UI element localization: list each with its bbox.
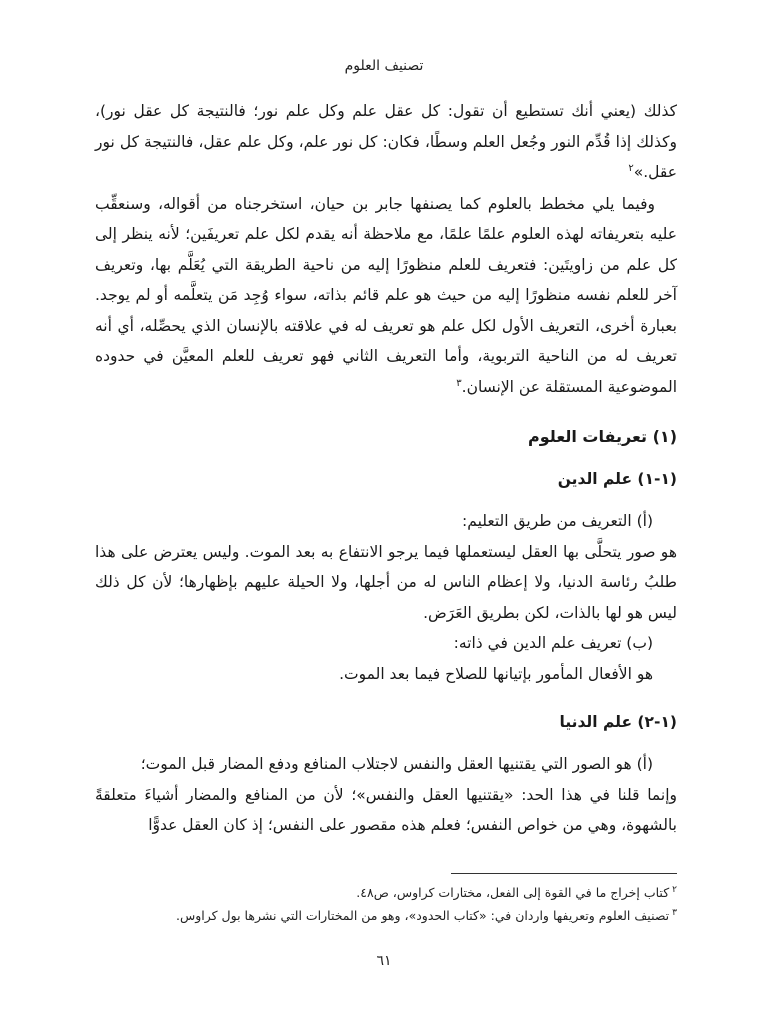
religion-item-a-body: هو صور يتحلَّى بها العقل ليستعملها فيما يرجو الانتفاع به بعد الموت. وليس يعترض على هذا طلبُ رئاسة الدنيا، ولا إعظام الناس له من أجلها، ولا الحيلة عليهم بإظهارها؛ لأن كل ذلك ليس هو لها بالذات، لكن بطريق العَرَض.: [95, 542, 677, 622]
paragraph-1-text: كذلك (يعني أنك تستطيع أن تقول: كل عقل علم وكل علم نور؛ فالنتيجة كل عقل نور)، وكذلك إذا قُدِّم النور وجُعل العلم وسطًا، فكان: كل نور علم، وكل علم عقل، فالنتيجة كل نور عقل.»: [95, 102, 677, 181]
footnote-3-text: تصنيف العلوم وتعريفها واردان في: «كتاب الحدود»، وهو من المختارات التي نشرها بول كراوس.: [175, 908, 670, 923]
footnote-ref-3[interactable]: ٣: [456, 377, 462, 389]
running-head: تصنيف العلوم: [344, 58, 424, 74]
religion-item-a-label: (أ) التعريف من طريق التعليم:: [462, 512, 653, 530]
footnote-2-number: ٢: [672, 884, 677, 895]
footnote-ref-2[interactable]: ٢: [628, 162, 634, 174]
world-item-a-continuation: وإنما قلنا في هذا الحد: «يقتنيها العقل والنفس»؛ لأن من المنافع والمضار أشياءَ متعلقةً بالشهوة، وهي من خواص النفس؛ فعلم هذه مقصور على النفس؛ إذ كان العقل عدوًّا: [95, 785, 677, 834]
paragraph-1: [95, 96, 677, 188]
main-text: [95, 96, 677, 841]
page-number: ٦١: [376, 953, 392, 969]
footnote-2-text: كتاب إخراج ما في القوة إلى الفعل، مختارات كراوس، ص٤٨.: [356, 885, 670, 900]
footnote-3: [77, 904, 677, 927]
paragraph-2-text: وفيما يلي مخطط بالعلوم كما يصنفها جابر بن حيان، استخرجناه من أقواله، وسنعقِّب عليه بتعريفاته لهذه العلوم علمًا علمًا، مع ملاحظة أنه يقدم لكل علم تعريفَين؛ لأنه ينظر إلى كل علم من زاويتَين: فتعريف للعلم منظورًا إليه من ناحية الطريقة التي يُعَلَّم بها، وتعريف آخر للعلم نفسه منظورًا إليه من حيث هو علم قائم بذاته، سواء وُجِد مَن يتعلَّمه أو لم يوجد. بعبارة أخرى، التعريف الأول لكل علم هو تعريف له في علاقته بالإنسان الذي يحصِّله، أي أنه تعريف له من الناحية التربوية، وأما التعريف الثاني فهو تعريف للعلم المعيَّن في حدوده الموضوعية المستقلة عن الإنسان.: [95, 194, 677, 396]
footnote-2: [77, 881, 677, 904]
paragraph-2: [95, 189, 677, 403]
religion-item-b-body: هو الأفعال المأمور بإتيانها للصلاح فيما بعد الموت.: [339, 664, 653, 683]
footnote-3-number: ٣: [672, 907, 677, 918]
footnote-divider: [451, 873, 677, 874]
section-heading-definitions: (١) تعريفات العلوم: [528, 427, 677, 446]
footnotes: [77, 881, 677, 927]
religion-item-b-label: (ب) تعريف علم الدين في ذاته:: [453, 634, 653, 652]
world-item-a: (أ) هو الصور التي يقتنيها العقل والنفس لاجتلاب المنافع ودفع المضار قبل الموت؛: [140, 755, 653, 773]
subsection-heading-world: (١-٢) علم الدنيا: [559, 713, 677, 731]
subsection-heading-religion: (١-١) علم الدين: [557, 470, 677, 488]
